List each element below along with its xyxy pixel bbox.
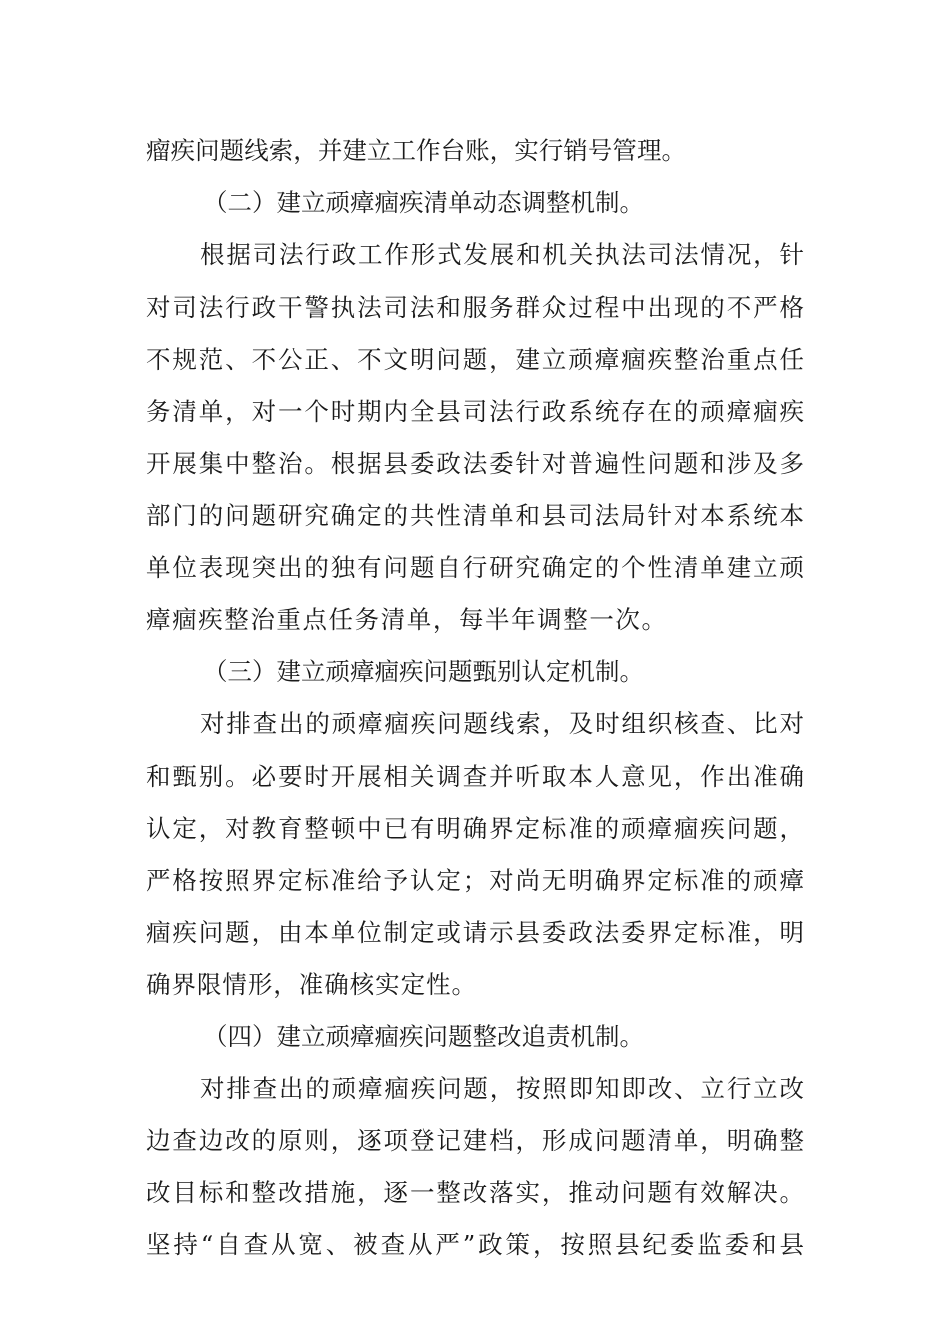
paragraph-text: 瘤疾问题线索，并建立工作台账，实行销号管理。 xyxy=(146,136,686,165)
text-line xyxy=(0,288,950,328)
text-line xyxy=(0,965,950,1005)
paragraph-text: 开展集中整治。根据县委政法委针对普遍性问题和涉及多 xyxy=(146,449,804,478)
section-heading-3 xyxy=(0,652,950,692)
paragraph-first-line xyxy=(0,235,950,275)
section-heading-4 xyxy=(0,1017,950,1057)
text-line xyxy=(0,1225,950,1265)
paragraph-text: 严格按照界定标准给予认定；对尚无明确界定标准的顽瘴 xyxy=(146,866,804,895)
text-line xyxy=(0,861,950,901)
paragraph-text: 对排查出的顽瘴痼疾问题线索，及时组织核查、比对 xyxy=(200,709,804,738)
text-line xyxy=(0,496,950,536)
section-heading-text: （三）建立顽瘴痼疾问题甄别认定机制。 xyxy=(203,657,644,686)
text-line xyxy=(0,392,950,432)
paragraph-text: 边查边改的原则，逐项登记建档，形成问题清单，明确整 xyxy=(146,1126,804,1155)
section-heading-text: （四）建立顽瘴痼疾问题整改追责机制。 xyxy=(203,1022,644,1051)
text-line xyxy=(0,809,950,849)
text-line xyxy=(0,548,950,588)
text-line xyxy=(0,600,950,640)
paragraph-text: 单位表现突出的独有问题自行研究确定的个性清单建立顽 xyxy=(146,553,804,582)
text-line xyxy=(0,444,950,484)
text-line xyxy=(0,1173,950,1213)
paragraph-text: 认定，对教育整顿中已有明确界定标准的顽瘴痼疾问题， xyxy=(146,814,804,843)
paragraph-text: 确界限情形，准确核实定性。 xyxy=(146,970,476,999)
text-line xyxy=(0,340,950,380)
text-line xyxy=(0,913,950,953)
paragraph-text: 瘴痼疾整治重点任务清单，每半年调整一次。 xyxy=(146,605,666,634)
paragraph-text: 坚持“自查从宽、被查从严”政策，按照县纪委监委和县 xyxy=(146,1230,804,1259)
paragraph-text: 务清单，对一个时期内全县司法行政系统存在的顽瘴痼疾 xyxy=(146,397,804,426)
paragraph-first-line xyxy=(0,1069,950,1109)
section-heading-2 xyxy=(0,183,950,223)
text-line xyxy=(0,757,950,797)
text-line xyxy=(0,1121,950,1161)
paragraph-text: 部门的问题研究确定的共性清单和县司法局针对本系统本 xyxy=(146,501,804,530)
paragraph-text: 和甄别。必要时开展相关调查并听取本人意见，作出准确 xyxy=(146,762,804,791)
paragraph-first-line xyxy=(0,704,950,744)
paragraph-text: 对司法行政干警执法司法和服务群众过程中出现的不严格 xyxy=(146,293,804,322)
paragraph-text: 根据司法行政工作形式发展和机关执法司法情况，针 xyxy=(200,240,804,269)
paragraph-text: 改目标和整改措施，逐一整改落实，推动问题有效解决。 xyxy=(146,1178,804,1207)
section-heading-text: （二）建立顽瘴痼疾清单动态调整机制。 xyxy=(203,188,644,217)
paragraph-text: 对排查出的顽瘴痼疾问题，按照即知即改、立行立改 xyxy=(200,1074,804,1103)
text-line-1 xyxy=(0,131,950,171)
paragraph-text: 痼疾问题，由本单位制定或请示县委政法委界定标准，明 xyxy=(146,918,804,947)
paragraph-text: 不规范、不公正、不文明问题，建立顽瘴痼疾整治重点任 xyxy=(146,345,804,374)
